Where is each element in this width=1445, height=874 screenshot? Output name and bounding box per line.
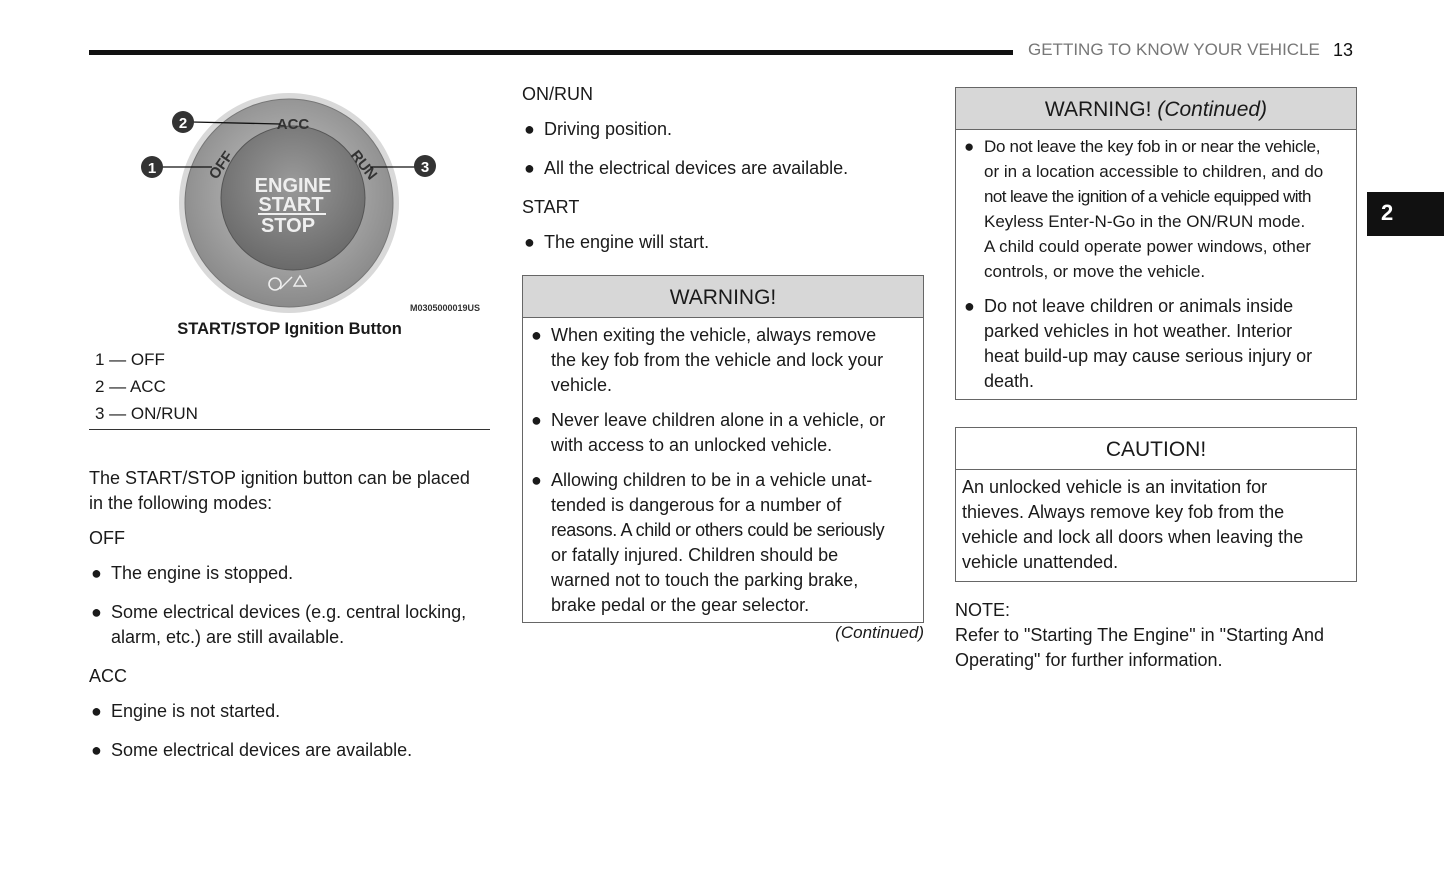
warning-continued-title (956, 88, 1356, 130)
caution-text-line: An unlocked vehicle is an invitation for (962, 477, 1268, 497)
bullet-text-line: When exiting the vehicle, always remove (551, 325, 877, 345)
ignition-button-illustration (130, 90, 450, 315)
header-rule (89, 50, 1013, 55)
legend-item-3: 3 — ON/RUN (95, 404, 198, 423)
list-item (529, 408, 915, 458)
bullet-text-line: or fatally injured. Children should be (551, 545, 839, 565)
bullet-text: The engine is stopped. (111, 563, 294, 583)
bullet-text-line: vehicle. (551, 375, 613, 395)
list-item (522, 117, 924, 142)
list-item (89, 561, 499, 586)
mode-heading-onrun: ON/RUN (522, 84, 593, 104)
page-number: 13 (1333, 40, 1354, 60)
button-label-stop: STOP (260, 215, 316, 237)
bullet-icon: ● (91, 701, 102, 721)
caution-title: CAUTION! (956, 428, 1356, 470)
bullet-text-line: tended is dangerous for a number of (551, 495, 842, 515)
note-heading: NOTE: (955, 600, 1011, 620)
bullet-text-line: Do not leave children or animals inside (984, 296, 1294, 316)
bullet-text-line: A child could operate power windows, other (984, 237, 1311, 256)
legend-item-1: 1 — OFF (95, 350, 165, 369)
intro-line-1: The START/STOP ignition button can be placed (89, 468, 470, 488)
bullet-icon: ● (524, 158, 535, 178)
bullet-text: The engine will start. (544, 232, 710, 252)
bullet-text-line: with access to an unlocked vehicle. (551, 435, 833, 455)
warning-continued-text: (Continued) (1157, 98, 1268, 121)
bullet-text: Engine is not started. (111, 701, 281, 721)
caution-box (955, 427, 1357, 582)
list-item (529, 468, 915, 618)
list-item (89, 738, 499, 763)
warning-title-text: WARNING! (1044, 98, 1152, 121)
bullet-icon: ● (531, 325, 542, 345)
ring-label-off: OFF (205, 148, 237, 183)
chapter-tab: 2 (1367, 192, 1444, 236)
intro-line-2: in the following modes: (89, 493, 273, 513)
bullet-icon: ● (531, 410, 542, 430)
caution-text-line: vehicle and lock all doors when leaving the (962, 527, 1304, 547)
list-item (522, 230, 924, 255)
mode-heading-off: OFF (89, 528, 125, 548)
bullet-text-line: reasons. A child or others could be seriously (551, 520, 885, 540)
caution-text-line: thieves. Always remove key fob from the (962, 502, 1285, 522)
mode-heading-start: START (522, 197, 580, 217)
bullet-text-line: Do not leave the key fob in or near the vehicle, (984, 137, 1321, 156)
warning-title: WARNING! (523, 276, 923, 318)
warning-box (522, 275, 924, 623)
list-item (89, 600, 499, 650)
bullet-icon: ● (964, 296, 975, 316)
legend-divider (89, 429, 490, 430)
bullet-icon: ● (91, 740, 102, 760)
bullet-text-line: Keyless Enter-N-Go in the ON/RUN mode. (984, 212, 1306, 231)
bullet-text-line: Allowing children to be in a vehicle unat- (551, 470, 873, 490)
callout-number-3: 3 (420, 159, 430, 176)
callout-number-1: 1 (147, 160, 157, 177)
ring-label-acc: ACC (276, 116, 310, 133)
bullet-icon: ● (91, 563, 102, 583)
bullet-text-line: death. (984, 371, 1035, 391)
warning-continued-box (955, 87, 1357, 400)
caution-text-line: vehicle unattended. (962, 552, 1119, 572)
legend-item-2: 2 — ACC (95, 377, 166, 396)
bullet-text: Driving position. (544, 119, 673, 139)
button-label-engine: ENGINE (254, 175, 332, 197)
bullet-icon: ● (531, 470, 542, 490)
bullet-text: Some electrical devices are available. (111, 740, 413, 760)
bullet-text-line: alarm, etc.) are still available. (111, 627, 345, 647)
bullet-text-line: heat build-up may cause serious injury or (984, 346, 1313, 366)
note-text-line: Refer to "Starting The Engine" in "Starting And (955, 625, 1325, 645)
list-item (522, 156, 924, 181)
bullet-icon: ● (91, 602, 102, 622)
column-2 (522, 82, 924, 255)
bullet-text-line: brake pedal or the gear selector. (551, 595, 810, 615)
bullet-text-line: warned not to touch the parking brake, (551, 570, 859, 590)
note-block (955, 598, 1355, 673)
bullet-icon: ● (524, 119, 535, 139)
figure-id: M0305000019US (410, 303, 481, 313)
figure-caption: START/STOP Ignition Button (177, 320, 402, 338)
bullet-text-line: the key fob from the vehicle and lock your (551, 350, 884, 370)
bullet-text-line: or in a location accessible to children, and do (984, 162, 1324, 181)
button-label-start: START (258, 194, 324, 216)
column-1 (89, 466, 499, 763)
mode-heading-acc: ACC (89, 666, 128, 686)
ring-label-run: RUN (346, 147, 381, 184)
list-item (962, 134, 1350, 284)
bullet-icon: ● (524, 232, 535, 252)
note-text-line: Operating" for further information. (955, 650, 1223, 670)
section-title: GETTING TO KNOW YOUR VEHICLE (1028, 40, 1320, 59)
callout-number-2: 2 (178, 115, 188, 132)
list-item (529, 323, 915, 398)
bullet-text-line: controls, or move the vehicle. (984, 262, 1206, 281)
bullet-text-line: Never leave children alone in a vehicle, or (551, 410, 886, 430)
bullet-icon: ● (964, 137, 975, 156)
bullet-text-line: parked vehicles in hot weather. Interior (984, 321, 1293, 341)
continued-label: (Continued) (835, 623, 924, 642)
list-item (962, 294, 1350, 394)
list-item (89, 699, 499, 724)
bullet-text-line: Some electrical devices (e.g. central locking, (111, 602, 467, 622)
bullet-text-line: not leave the ignition of a vehicle equipped with (984, 187, 1311, 206)
bullet-text: All the electrical devices are available. (544, 158, 849, 178)
